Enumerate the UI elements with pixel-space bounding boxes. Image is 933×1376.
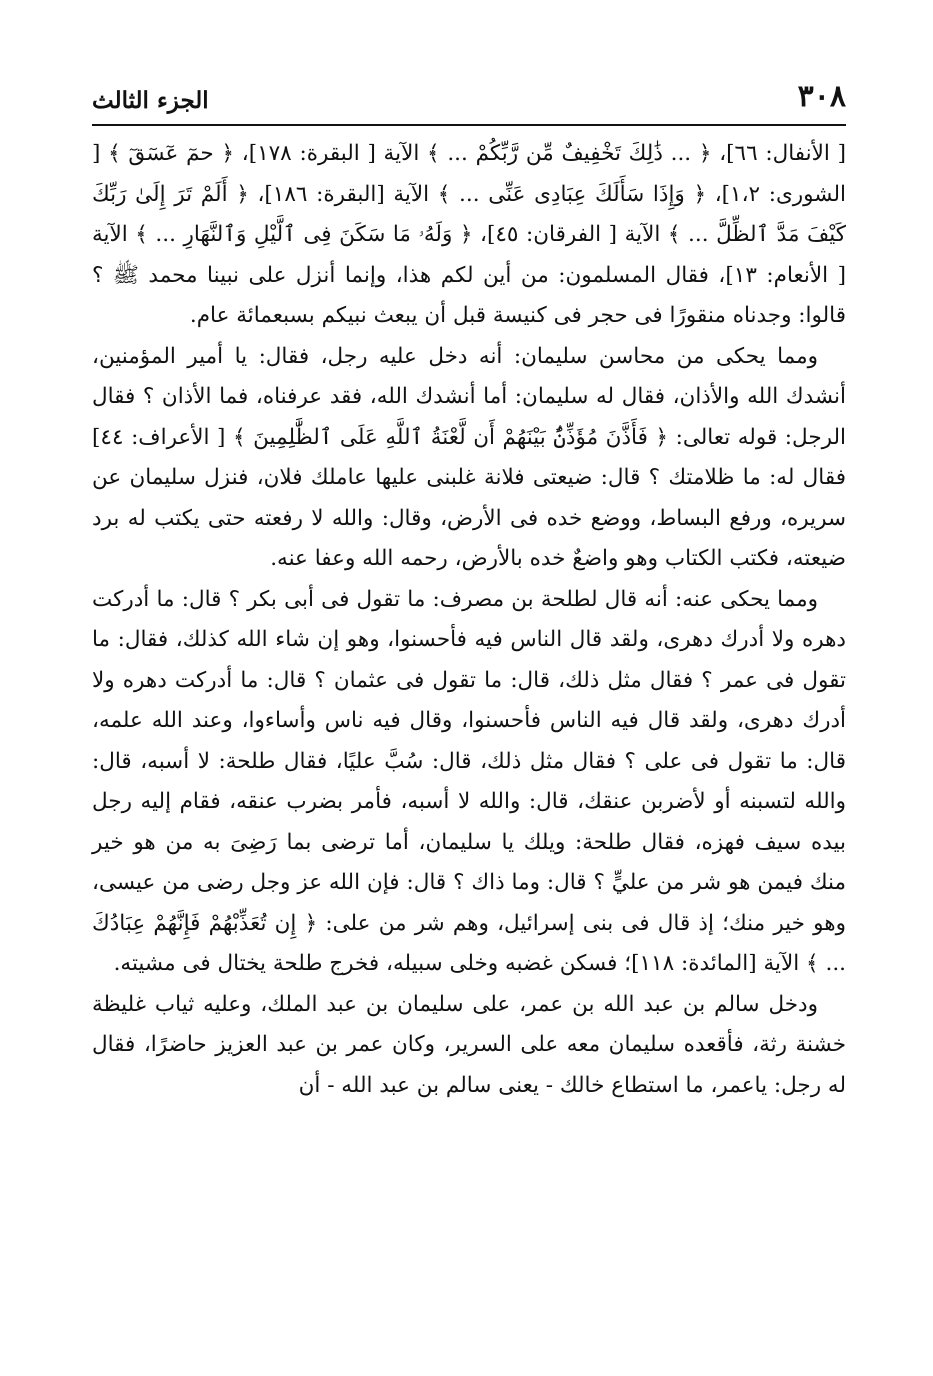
book-page <box>92 58 846 1358</box>
header-rule <box>92 124 846 126</box>
paragraph-talha-ibn-musarrif: ومما يحكى عنه: أنه قال لطلحة بن مصرف: ما تقول فى أبى بكر ؟ قال: ما أدركت دهره ولا أدرك دهرى، ولقد قال الناس فيه فأحسنوا، وهو إن شاء الله كذلك، فقال: ما تقول فى عمر ؟ فقال مثل ذلك، قال: ما تقول فى عثمان ؟ قال: ما أدركت دهره ولا أدرك دهرى، ولقد قال فيه الناس فأحسنوا، وقال فيه ناس وأساءوا، وعند الله علمه، قال: ما تقول فى على ؟ فقال مثل ذلك، قال: سُبَّ عليًا، فقال طلحة: لا أسبه، قال: والله لتسبنه أو لأضربن عنقك، قال: والله لا أسبه، فأمر بضرب عنقه، فقام إليه رجل بيده سيف فهزه، فقال طلحة: ويلك يا سليمان، أما ترضى بما رَضِىَ به من هو خير منك فيمن هو شر من عليٍّ ؟ قال: وما ذاك ؟ قال: فإن الله عز وجل رضى من عيسى، وهو خير منك؛ إذ قال فى بنى إسرائيل، وهم شر من على: ﴿ إِن تُعَذِّبْهُمْ فَإِنَّهُمْ عِبَادُكَ ... ﴾ الآية [المائدة: ١١٨]؛ فسكن غضبه وخلى سبيله، فخرج طلحة يختال فى مشيته. <box>92 586 846 976</box>
body-text <box>92 134 846 1106</box>
paragraph-sulayman-adhan: ومما يحكى من محاسن سليمان: أنه دخل عليه رجل، فقال: يا أمير المؤمنين، أنشدك الله والأذان، فقال له سليمان: أما أنشدك الله، فقد عرفناه، فما الأذان ؟ فقال الرجل: قوله تعالى: ﴿ فَأَذَّنَ مُؤَذِّنٌۢ بَيْنَهُمْ أَن لَّعْنَةُ ٱللَّهِ عَلَى ٱلظَّٰلِمِينَ ﴾ [ الأعراف: ٤٤] فقال له: ما ظلامتك ؟ قال: ضيعتى فلانة غلبنى عليها عاملك فلان، فنزل سليمان عن سريره، ورفع البساط، ووضع خده فى الأرض، وقال: والله لا رفعته حتى يكتب له برد ضيعته، فكتب الكتاب وهو واضعٌ خده بالأرض، رحمه الله وعفا عنه. <box>92 343 846 571</box>
page-number: ٣٠٨ <box>797 79 846 114</box>
paragraph-salim-ibn-abdullah: ودخل سالم بن عبد الله بن عمر، على سليمان بن عبد الملك، وعليه ثياب غليظة خشنة رثة، فأقعده سليمان معه على السرير، وكان عمر بن عبد العزيز حاضرًا، فقال له رجل: ياعمر، ما استطاع خالك - يعنى سالم بن عبد الله - أن <box>92 991 846 1098</box>
page-header <box>92 68 846 112</box>
running-title: الجزء الثالث <box>92 87 209 114</box>
paragraph-quran-citations: [ الأنفال: ٦٦]، ﴿ ... ذَٰلِكَ تَخْفِيفٌ مِّن رَّبِّكُمْ ... ﴾ الآية [ البقرة: ١٧٨]، ﴿ حمٓ عٓسٓقٓ ﴾ [ الشورى: ١،٢]، ﴿ وَإِذَا سَأَلَكَ عِبَادِى عَنِّى ... ﴾ الآية [البقرة: ١٨٦]، ﴿ أَلَمْ تَرَ إِلَىٰ رَبِّكَ كَيْفَ مَدَّ ٱلظِّلَّ ... ﴾ الآية [ الفرقان: ٤٥]، ﴿ وَلَهُۥ مَا سَكَنَ فِى ٱلَّيْلِ وَٱلنَّهَارِ ... ﴾ الآية [ الأنعام: ١٣]، فقال المسلمون: من أين لكم هذا، وإنما أنزل على نبينا محمد ﷺ ؟ قالوا: وجدناه منقورًا فى حجر فى كنيسة قبل أن يبعث نبيكم بسبعمائة عام. <box>92 141 847 328</box>
